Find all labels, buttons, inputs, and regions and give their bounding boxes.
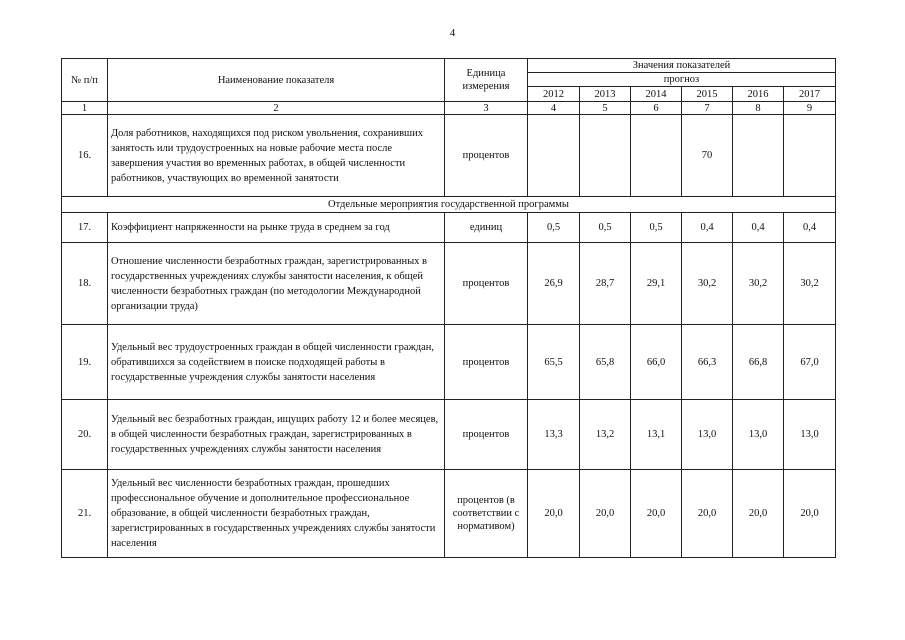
column-number: 8: [733, 102, 784, 115]
header-year: 2015: [682, 87, 733, 102]
row-value: [528, 115, 580, 197]
header-year: 2013: [580, 87, 631, 102]
row-value: 13,1: [631, 400, 682, 470]
row-value: 29,1: [631, 243, 682, 325]
row-number: 20.: [62, 400, 108, 470]
row-value: 0,5: [528, 213, 580, 243]
row-value: 65,5: [528, 325, 580, 400]
row-value: 30,2: [784, 243, 836, 325]
row-indicator-name: Коэффициент напряженности на рынке труда в среднем за год: [108, 213, 445, 243]
indicators-table: [61, 58, 836, 558]
column-number: 3: [445, 102, 528, 115]
row-indicator-name: Отношение численности безработных граждан, зарегистрированных в государственных учреждениях службы занятости населения, к общей численности безработных граждан (по методологии Международной организации труда): [108, 243, 445, 325]
row-unit: процентов: [445, 400, 528, 470]
row-value: 13,0: [733, 400, 784, 470]
header-year: 2014: [631, 87, 682, 102]
column-number: 9: [784, 102, 836, 115]
row-unit: единиц: [445, 213, 528, 243]
header-col-num: № п/п: [62, 59, 108, 102]
table-row: [62, 325, 836, 400]
row-value: 65,8: [580, 325, 631, 400]
header-col-unit: Единица измерения: [445, 59, 528, 102]
row-indicator-name: Удельный вес численности безработных граждан, прошедших профессиональное обучение и дополнительное профессиональное образование, в общей численности безработных граждан, зарегистрированных в государственных учреждениях службы занятости населения: [108, 470, 445, 558]
row-value: 67,0: [784, 325, 836, 400]
row-value: [631, 115, 682, 197]
row-value: 30,2: [682, 243, 733, 325]
row-value: 20,0: [784, 470, 836, 558]
header-col-values: Значения показателей: [528, 59, 836, 73]
row-indicator-name: Доля работников, находящихся под риском увольнения, сохранивших занятость или трудоустроенных на новые рабочие места после завершения участия во временных работах, в общей численности работников, участвующих во временной занятости: [108, 115, 445, 197]
row-indicator-name: Удельный вес трудоустроенных граждан в общей численности граждан, обратившихся за содействием в поиске подходящей работы в государственные учреждения службы занятости населения: [108, 325, 445, 400]
column-number: 7: [682, 102, 733, 115]
row-value: [733, 115, 784, 197]
header-year: 2012: [528, 87, 580, 102]
row-value: 30,2: [733, 243, 784, 325]
row-unit: процентов: [445, 325, 528, 400]
row-value: 0,5: [580, 213, 631, 243]
row-value: 66,0: [631, 325, 682, 400]
row-unit: процентов: [445, 115, 528, 197]
row-value: [784, 115, 836, 197]
column-number: 2: [108, 102, 445, 115]
table-row: [62, 115, 836, 197]
header-col-name: Наименование показателя: [108, 59, 445, 102]
row-value: 0,5: [631, 213, 682, 243]
row-indicator-name: Удельный вес безработных граждан, ищущих работу 12 и более месяцев, в общей численности безработных граждан, зарегистрированных в государственных учреждениях службы занятости населения: [108, 400, 445, 470]
column-numbers-row: [62, 102, 836, 115]
table-row: [62, 213, 836, 243]
row-value: 20,0: [631, 470, 682, 558]
row-value: 20,0: [733, 470, 784, 558]
row-number: 18.: [62, 243, 108, 325]
column-number: 6: [631, 102, 682, 115]
row-value: 20,0: [580, 470, 631, 558]
row-value: 13,0: [682, 400, 733, 470]
row-value: 66,3: [682, 325, 733, 400]
row-value: 13,3: [528, 400, 580, 470]
header-row-1: [62, 59, 836, 73]
row-value: 20,0: [682, 470, 733, 558]
row-value: 66,8: [733, 325, 784, 400]
header-forecast: прогноз: [528, 73, 836, 87]
header-year: 2017: [784, 87, 836, 102]
column-number: 1: [62, 102, 108, 115]
page-number: 4: [449, 27, 456, 39]
row-value: 13,2: [580, 400, 631, 470]
row-value: 26,9: [528, 243, 580, 325]
row-value: 20,0: [528, 470, 580, 558]
row-value: 70: [682, 115, 733, 197]
row-value: 13,0: [784, 400, 836, 470]
row-number: 16.: [62, 115, 108, 197]
column-number: 4: [528, 102, 580, 115]
table-row: [62, 243, 836, 325]
row-value: 28,7: [580, 243, 631, 325]
row-value: 0,4: [733, 213, 784, 243]
row-value: 0,4: [784, 213, 836, 243]
section-row: [62, 197, 836, 213]
row-unit: процентов (в соответствии с нормативом): [445, 470, 528, 558]
row-unit: процентов: [445, 243, 528, 325]
row-value: [580, 115, 631, 197]
table-row: [62, 470, 836, 558]
row-number: 19.: [62, 325, 108, 400]
row-number: 17.: [62, 213, 108, 243]
header-year: 2016: [733, 87, 784, 102]
row-value: 0,4: [682, 213, 733, 243]
table-row: [62, 400, 836, 470]
row-number: 21.: [62, 470, 108, 558]
section-title: Отдельные мероприятия государственной программы: [62, 197, 836, 213]
column-number: 5: [580, 102, 631, 115]
